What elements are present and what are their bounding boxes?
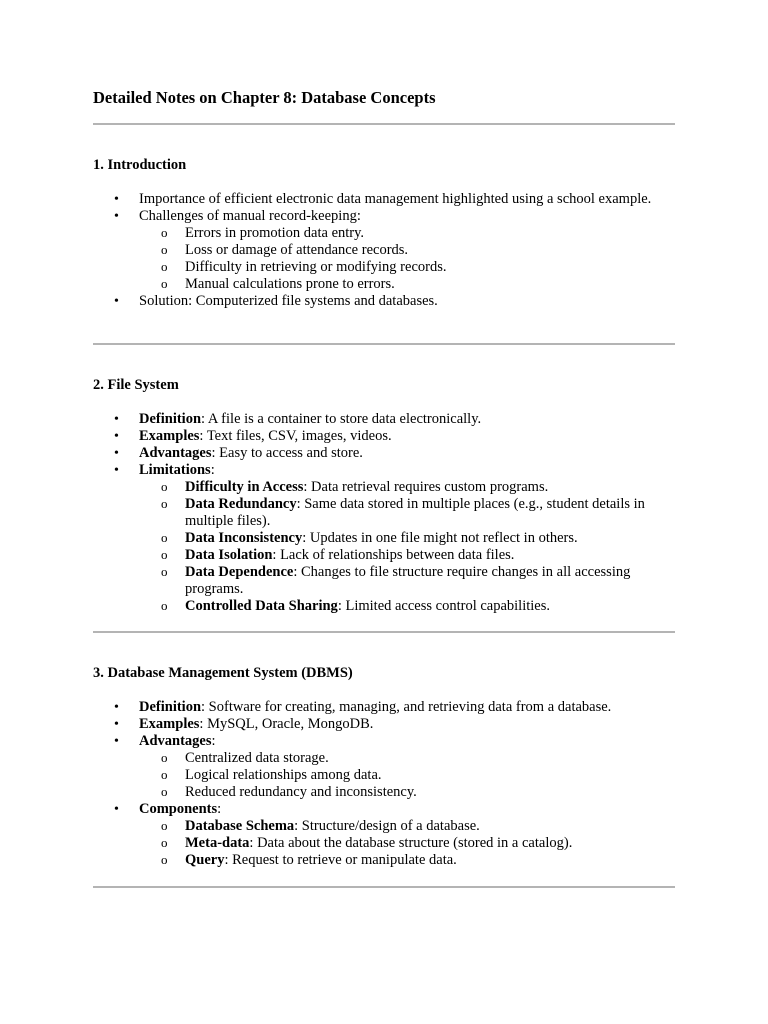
item-description: Difficulty in retrieving or modifying records. <box>185 259 447 275</box>
list-item-text <box>185 564 630 597</box>
list-item-text <box>185 835 572 851</box>
list-item-text <box>185 242 408 258</box>
item-description: : MySQL, Oracle, MongoDB. <box>199 716 374 732</box>
item-description: : Changes to file structure require changes in all accessing programs. <box>185 564 631 597</box>
item-description: : Data about the database structure (stored in a catalog). <box>249 835 573 851</box>
list-item-text <box>185 259 446 275</box>
item-description: Manual calculations prone to errors. <box>185 276 395 292</box>
term-controlled-data-sharing: Controlled Data Sharing <box>185 598 338 614</box>
bullet-icon: • <box>114 446 119 461</box>
list-item-text <box>185 784 417 800</box>
section-heading: 1. Introduction <box>93 157 187 173</box>
list-item-text <box>185 530 578 546</box>
item-description: : A file is a container to store data electronically. <box>201 411 482 427</box>
item-description: : Structure/design of a database. <box>294 818 480 834</box>
item-description: : Request to retrieve or manipulate data. <box>224 852 457 868</box>
bullet-icon: • <box>114 429 119 444</box>
list-item-text <box>185 598 550 614</box>
bullet-list <box>93 191 675 310</box>
term-limitations: Limitations <box>139 462 211 478</box>
sub-list-item <box>139 530 675 547</box>
bullet-list <box>93 411 675 615</box>
item-description: Errors in promotion data entry. <box>185 225 365 241</box>
item-description: : <box>211 733 216 749</box>
document-title: Detailed Notes on Chapter 8: Database Concepts <box>93 88 436 107</box>
horizontal-rule <box>93 886 675 888</box>
sub-list <box>139 225 675 293</box>
item-description: : <box>217 801 222 817</box>
item-description: : Updates in one file might not reflect in others. <box>302 530 578 546</box>
term-data-isolation: Data Isolation <box>185 547 273 563</box>
item-description: : Limited access control capabilities. <box>337 598 551 614</box>
term-examples: Examples <box>139 716 200 732</box>
item-description: : Lack of relationships between data files. <box>272 547 515 563</box>
sub-list-item <box>139 547 675 564</box>
sub-bullet-icon: o <box>161 750 168 765</box>
list-item-text <box>185 276 395 292</box>
sub-list <box>139 818 675 869</box>
item-description: : <box>210 462 215 478</box>
list-item-text <box>185 479 548 495</box>
sub-list-item <box>139 852 675 869</box>
bullet-icon: • <box>114 802 119 817</box>
bullet-icon: • <box>114 412 119 427</box>
list-item-text <box>185 818 480 834</box>
list-item-text <box>139 208 361 224</box>
sub-list-item <box>139 818 675 835</box>
term-meta-data: Meta-data <box>185 835 250 851</box>
list-item-text <box>139 293 438 309</box>
sub-bullet-icon: o <box>161 852 168 867</box>
sub-bullet-icon: o <box>161 225 168 240</box>
sub-list-item <box>139 276 675 293</box>
sub-list-item <box>139 784 675 801</box>
list-item <box>93 208 675 293</box>
list-item-text <box>185 547 514 563</box>
term-data-redundancy: Data Redundancy <box>185 496 297 512</box>
item-description: Solution: Computerized file systems and databases. <box>139 293 438 309</box>
list-item <box>93 716 675 733</box>
sub-bullet-icon: o <box>161 784 168 799</box>
sub-list-item <box>139 767 675 784</box>
list-item <box>93 801 675 869</box>
list-item-text <box>185 750 329 766</box>
term-difficulty-in-access: Difficulty in Access <box>185 479 304 495</box>
item-description: Logical relationships among data. <box>185 767 382 783</box>
list-item-text <box>185 767 382 783</box>
item-description: Loss or damage of attendance records. <box>185 242 409 258</box>
bullet-icon: • <box>114 294 119 309</box>
term-database-schema: Database Schema <box>185 818 295 834</box>
bullet-icon: • <box>114 717 119 732</box>
list-item <box>93 699 675 716</box>
list-item-text <box>139 699 611 715</box>
list-item-text <box>139 801 221 817</box>
sub-list-item <box>139 835 675 852</box>
horizontal-rule <box>93 631 675 633</box>
sub-bullet-icon: o <box>161 547 168 562</box>
sub-list-item <box>139 598 675 615</box>
list-item <box>93 293 675 310</box>
sub-bullet-icon: o <box>161 530 168 545</box>
sub-list-item <box>139 259 675 276</box>
item-description: : Software for creating, managing, and retrieving data from a database. <box>201 699 612 715</box>
sub-bullet-icon: o <box>161 259 168 274</box>
item-description: Challenges of manual record-keeping: <box>139 208 361 224</box>
list-item <box>93 462 675 615</box>
bullet-icon: • <box>114 734 119 749</box>
horizontal-rule <box>93 343 675 345</box>
item-description: Centralized data storage. <box>185 750 329 766</box>
item-description: : Easy to access and store. <box>211 445 363 461</box>
term-definition: Definition <box>139 411 202 427</box>
sub-list-item <box>139 225 675 242</box>
term-data-inconsistency: Data Inconsistency <box>185 530 303 546</box>
list-item-text <box>139 716 373 732</box>
section-file-system <box>93 377 675 615</box>
list-item-text <box>139 462 215 478</box>
section-dbms <box>93 665 675 869</box>
sub-bullet-icon: o <box>161 479 168 494</box>
sub-bullet-icon: o <box>161 276 168 291</box>
list-item-text <box>185 225 364 241</box>
list-item <box>93 733 675 801</box>
bullet-icon: • <box>114 192 119 207</box>
section-heading: 2. File System <box>93 377 179 393</box>
sub-list-item <box>139 564 675 598</box>
term-definition: Definition <box>139 699 202 715</box>
item-description: Importance of efficient electronic data management highlighted using a school example. <box>139 191 652 207</box>
term-examples: Examples <box>139 428 200 444</box>
horizontal-rule <box>93 123 675 125</box>
list-item <box>93 428 675 445</box>
sub-list <box>139 750 675 801</box>
term-advantages: Advantages <box>139 445 212 461</box>
sub-list <box>139 479 675 615</box>
sub-list-item <box>139 479 675 496</box>
list-item-text <box>139 191 651 207</box>
list-item-text <box>139 733 216 749</box>
bullet-icon: • <box>114 463 119 478</box>
list-item-text <box>139 428 392 444</box>
item-description: : Text files, CSV, images, videos. <box>199 428 392 444</box>
term-data-dependence: Data Dependence <box>185 564 294 580</box>
sub-list-item <box>139 750 675 767</box>
list-item-text <box>139 445 363 461</box>
item-description: Reduced redundancy and inconsistency. <box>185 784 417 800</box>
list-item <box>93 411 675 428</box>
sub-list-item <box>139 242 675 259</box>
term-components: Components <box>139 801 218 817</box>
section-introduction <box>93 157 675 310</box>
list-item <box>93 445 675 462</box>
sub-bullet-icon: o <box>161 496 168 511</box>
sub-bullet-icon: o <box>161 835 168 850</box>
item-description: : Data retrieval requires custom programs. <box>303 479 549 495</box>
bullet-list <box>93 699 675 869</box>
sub-bullet-icon: o <box>161 564 168 579</box>
section-heading: 3. Database Management System (DBMS) <box>93 665 353 681</box>
sub-list-item <box>139 496 675 530</box>
term-advantages: Advantages <box>139 733 212 749</box>
item-description: : Same data stored in multiple places (e.g., student details in multiple files). <box>185 496 645 529</box>
sub-bullet-icon: o <box>161 242 168 257</box>
term-query: Query <box>185 852 225 868</box>
list-item-text <box>139 411 481 427</box>
sub-bullet-icon: o <box>161 767 168 782</box>
list-item-text <box>185 496 645 529</box>
list-item-text <box>185 852 457 868</box>
bullet-icon: • <box>114 209 119 224</box>
bullet-icon: • <box>114 700 119 715</box>
sub-bullet-icon: o <box>161 598 168 613</box>
list-item <box>93 191 675 208</box>
sub-bullet-icon: o <box>161 818 168 833</box>
